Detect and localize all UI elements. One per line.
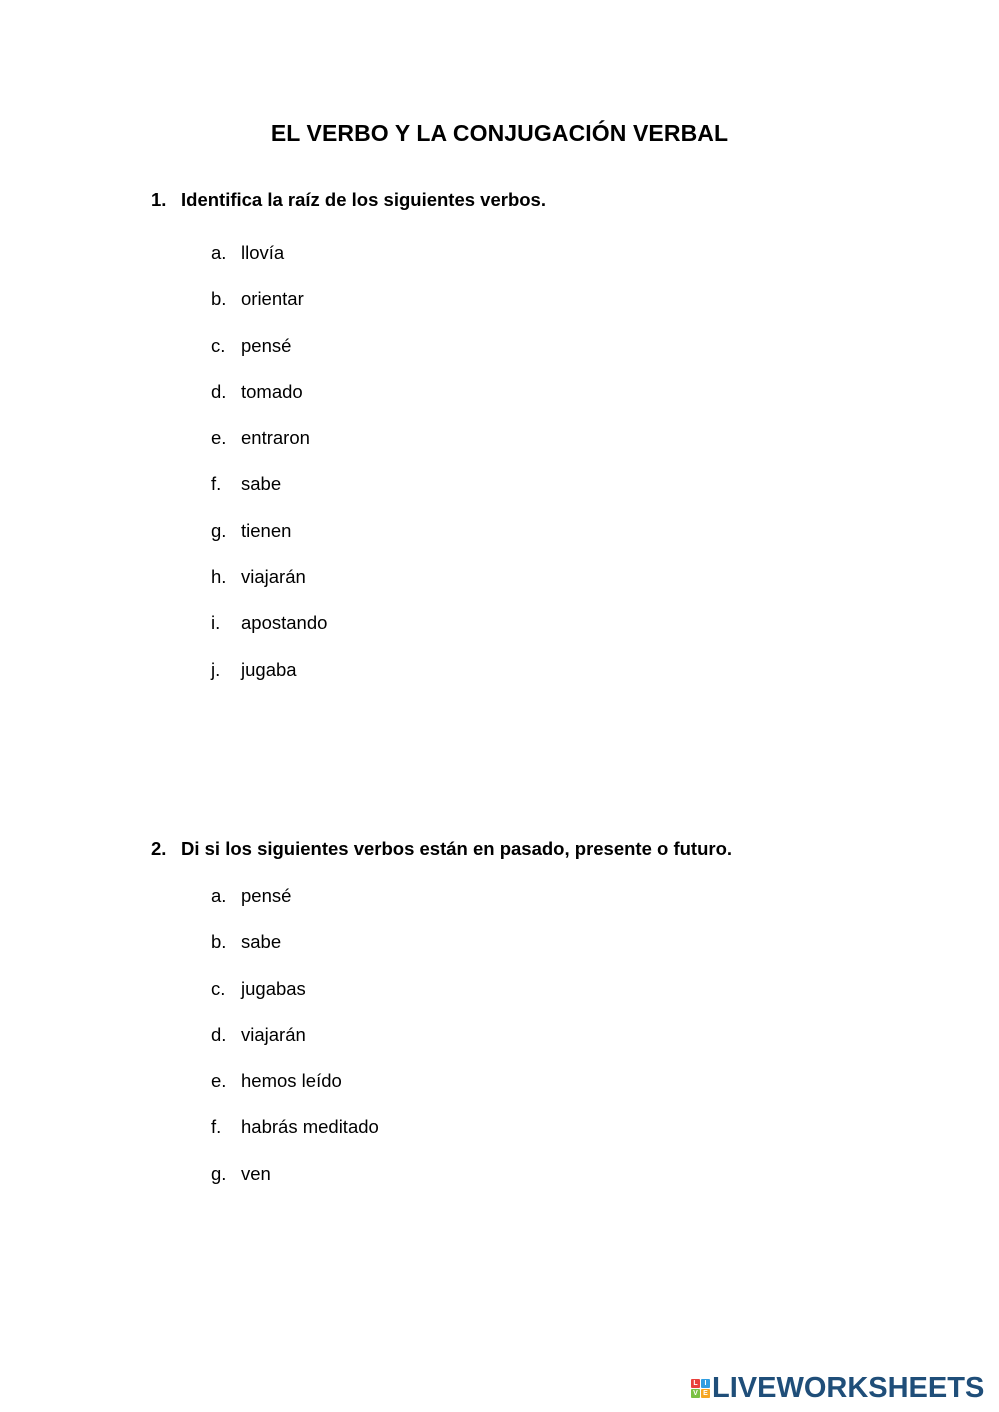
list-item: [211, 978, 379, 1024]
list-item: [211, 288, 327, 334]
question-2-number: 2.: [151, 838, 167, 859]
list-item: [211, 612, 327, 658]
list-item: [211, 566, 327, 612]
item-letter: d.: [211, 380, 227, 402]
question-2-list: [211, 885, 379, 1209]
item-word: pensé: [241, 885, 292, 906]
item-word: viajarán: [241, 566, 306, 588]
list-item: [211, 1024, 379, 1070]
item-letter: c.: [211, 334, 226, 356]
item-word: jugabas: [241, 977, 306, 999]
item-word: entraron: [241, 427, 310, 449]
item-letter: f.: [211, 473, 222, 495]
item-word: orientar: [241, 288, 304, 310]
item-word: pensé: [241, 334, 292, 356]
item-letter: b.: [211, 288, 227, 310]
item-letter: e.: [211, 427, 227, 449]
question-2: [151, 838, 732, 860]
list-item: [211, 931, 379, 977]
list-item: [211, 520, 327, 566]
item-letter: j.: [211, 658, 221, 680]
item-letter: a.: [211, 242, 227, 263]
item-letter: c.: [211, 977, 226, 999]
item-word: habrás meditado: [241, 1116, 379, 1138]
item-letter: g.: [211, 1162, 227, 1184]
logo-tile: I: [701, 1379, 710, 1388]
list-item: [211, 1070, 379, 1116]
list-item: [211, 427, 327, 473]
item-word: hemos leído: [241, 1070, 342, 1092]
item-word: tienen: [241, 519, 292, 541]
list-item: [211, 1116, 379, 1162]
list-item: [211, 1163, 379, 1209]
item-letter: f.: [211, 1116, 222, 1138]
page-title: EL VERBO Y LA CONJUGACIÓN VERBAL: [270, 120, 729, 146]
question-1-text: Identifica la raíz de los siguientes verbos.: [181, 189, 546, 210]
list-item: [211, 885, 379, 931]
logo-tiles-icon: [691, 1379, 710, 1398]
list-item: [211, 381, 327, 427]
question-1-number: 1.: [151, 189, 167, 210]
item-letter: b.: [211, 931, 227, 953]
logo-tile: L: [691, 1379, 700, 1388]
question-2-text: Di si los siguientes verbos están en pasado, presente o futuro.: [181, 838, 733, 859]
logo-text: LIVEWORKSHEETS: [712, 1372, 985, 1404]
item-word: jugaba: [241, 658, 297, 680]
item-letter: d.: [211, 1023, 227, 1045]
list-item: [211, 335, 327, 381]
item-word: ven: [241, 1162, 271, 1184]
question-1: [151, 189, 546, 211]
item-letter: i.: [211, 612, 221, 634]
item-letter: h.: [211, 566, 227, 588]
item-word: sabe: [241, 931, 282, 953]
item-word: sabe: [241, 473, 282, 495]
item-word: apostando: [241, 612, 328, 634]
item-word: llovía: [241, 242, 285, 263]
liveworksheets-logo: [691, 1374, 984, 1402]
list-item: [211, 473, 327, 519]
question-1-list: [211, 242, 327, 705]
item-word: tomado: [241, 380, 303, 402]
logo-tile: E: [701, 1389, 710, 1398]
logo-tile: V: [691, 1389, 700, 1398]
item-letter: g.: [211, 519, 227, 541]
item-word: viajarán: [241, 1023, 306, 1045]
item-letter: e.: [211, 1070, 227, 1092]
list-item: [211, 242, 327, 288]
item-letter: a.: [211, 885, 227, 906]
list-item: [211, 659, 327, 705]
